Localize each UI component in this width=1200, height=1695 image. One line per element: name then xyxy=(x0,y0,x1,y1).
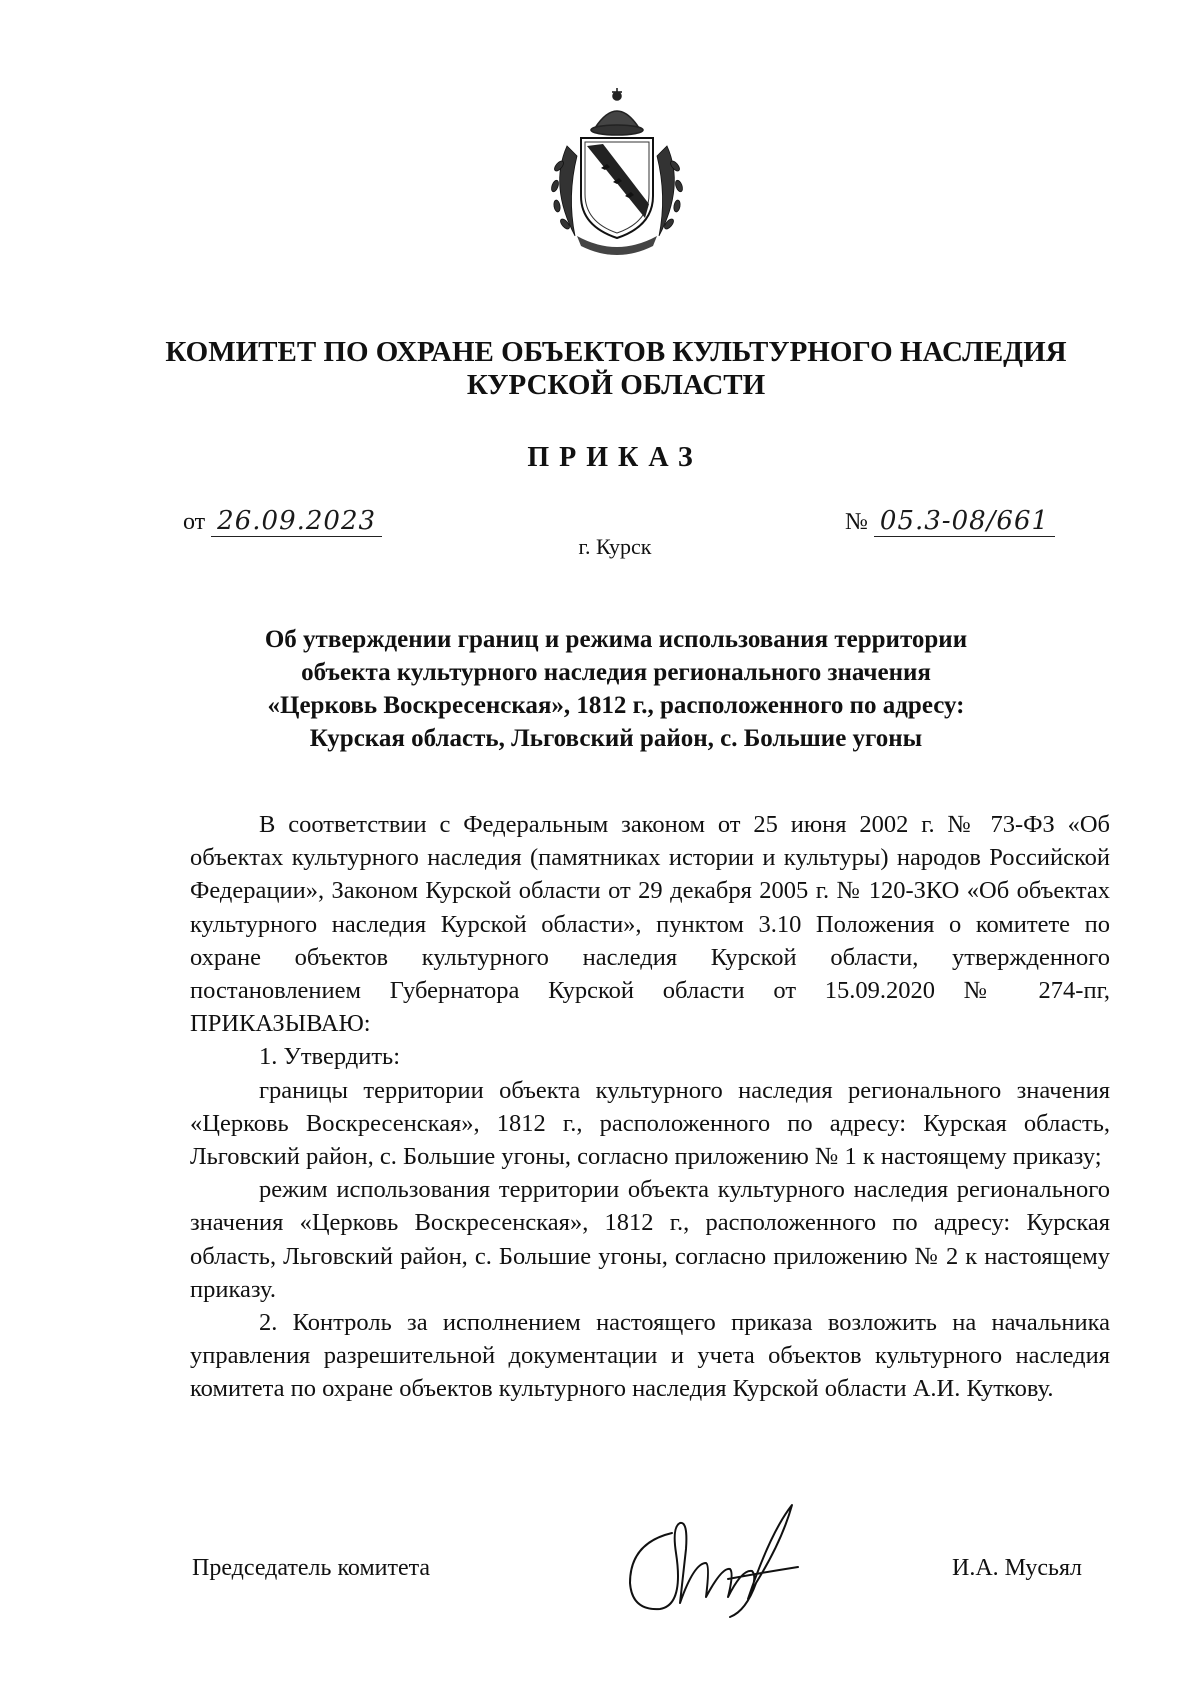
subject-line1: Об утверждении границ и режима использования территории xyxy=(264,626,968,653)
number-prefix: № xyxy=(845,509,868,535)
order-number: 05.3-08/661 xyxy=(874,506,1055,537)
committee-name-line2: КУРСКОЙ ОБЛАСТИ xyxy=(466,369,766,401)
committee-name-line1: КОМИТЕТ ПО ОХРАНЕ ОБЪЕКТОВ КУЛЬТУРНОГО НАСЛЕДИЯ xyxy=(165,336,1067,368)
order-body xyxy=(190,808,1110,1406)
body-paragraph-legal-basis: В соответствии с Федеральным законом от 25 июня 2002 г. № 73-ФЗ «Об объектах культурного наследия (памятниках истории и культуры) народов Российской Федерации», Законом Курской области от 29 декабря 2005 г. № 120-ЗКО «Об объектах культурного наследия Курской области», пунктом 3.10 Положения о комитете по охране объектов культурного наследия Курской области, утвержденного постановлением Губернатора Курской области от 15.09.2020 № 274-пг, ПРИКАЗЫВАЮ: xyxy=(190,811,1110,1038)
signatory-name: И.А. Мусьял xyxy=(952,1555,1083,1581)
subject-line3: «Церковь Воскресенская», 1812 г., расположенного по адресу: xyxy=(267,692,965,719)
committee-name xyxy=(0,336,1200,402)
body-paragraph-approve: 1. Утвердить: xyxy=(259,1043,401,1071)
body-paragraph-boundaries: границы территории объекта культурного наследия регионального значения «Церковь Воскресенская», 1812 г., расположенного по адресу: Курская область, Льговский район, с. Большие угоны, согласно приложению № 1 к настоящему приказу; xyxy=(190,1076,1110,1171)
order-subject xyxy=(0,623,1200,755)
order-date: 26.09.2023 xyxy=(211,506,382,537)
subject-line4: Курская область, Льговский район, с. Большие угоны xyxy=(309,725,923,752)
coat-of-arms-icon xyxy=(537,86,697,256)
order-title: ПРИКАЗ xyxy=(527,442,703,473)
date-prefix: от xyxy=(183,509,206,535)
signatory-position: Председатель комитета xyxy=(192,1555,431,1581)
body-paragraph-control: 2. Контроль за исполнением настоящего приказа возложить на начальника управления разрешительной документации и учета объектов культурного наследия комитета по охране объектов культурного наследия Курской области А.И. Куткову. xyxy=(190,1309,1110,1403)
subject-line2: объекта культурного наследия регионального значения xyxy=(301,659,931,686)
order-city: г. Курск xyxy=(578,534,652,559)
signature-icon xyxy=(610,1493,820,1621)
body-paragraph-regime: режим использования территории объекта культурного наследия регионального значения «Церковь Воскресенская», 1812 г., расположенного по адресу: Курская область, Льговский район, с. Большие угоны, согласно приложению № 2 к настоящему приказу. xyxy=(190,1176,1110,1303)
